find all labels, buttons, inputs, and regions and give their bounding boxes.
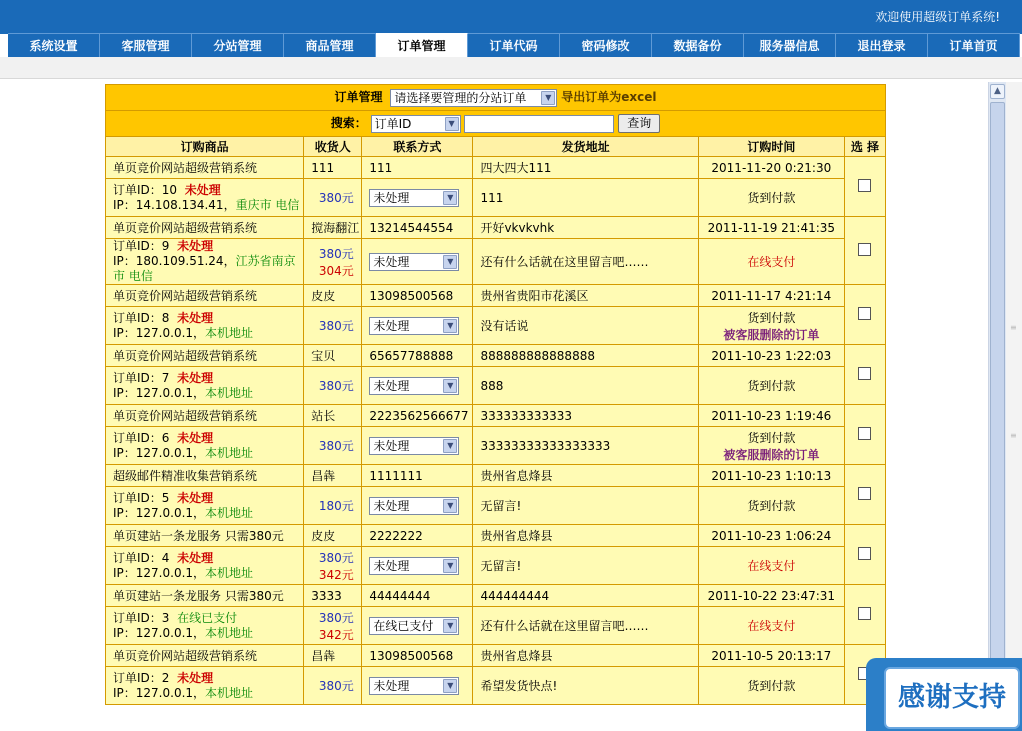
address-cell: 四大四大111: [473, 157, 698, 179]
payment-cell: [698, 179, 844, 217]
location-label: 江苏省南京市 电信: [113, 254, 296, 283]
order-info-cell: [106, 487, 304, 525]
receiver-cell: 搅海翻江: [304, 217, 362, 239]
ip-label: IP：14.108.134.41，: [113, 197, 236, 212]
order-info-cell: [106, 427, 304, 465]
thanks-badge: [866, 658, 1022, 731]
status-select-cell: [362, 547, 473, 585]
select-checkbox[interactable]: [858, 487, 871, 500]
product-cell: 超级邮件精准收集营销系统: [106, 465, 304, 487]
contact-cell: 13098500568: [362, 285, 473, 307]
order-id: 订单ID：8: [113, 310, 170, 325]
select-cell: [844, 465, 885, 525]
order-row-detail: [106, 239, 886, 285]
select-cell: [844, 157, 885, 217]
payment-cell: [698, 667, 844, 705]
order-row-detail: [106, 307, 886, 345]
payment-cell: [698, 307, 844, 345]
contact-cell: 44444444: [362, 585, 473, 607]
ip-label: IP：127.0.0.1，: [113, 685, 206, 700]
select-cell: [844, 585, 885, 645]
payment-method: 货到付款: [747, 430, 796, 445]
contact-cell: 2222222: [362, 525, 473, 547]
order-row-detail: [106, 607, 886, 645]
order-info-cell: [106, 547, 304, 585]
message-cell: 无留言!: [473, 487, 698, 525]
export-excel-link[interactable]: 导出订单为excel: [561, 90, 657, 105]
price-cell: [304, 607, 362, 645]
order-row-detail: [106, 667, 886, 705]
status-select[interactable]: 未处理 ▼: [369, 377, 459, 395]
order-row-summary: [106, 285, 886, 307]
ip-label: IP：127.0.0.1，: [113, 505, 206, 520]
location-label: 重庆市 电信: [235, 197, 300, 212]
top-banner: [0, 0, 1022, 34]
manage-label: 订单管理: [334, 90, 383, 105]
orders-table: [105, 84, 886, 705]
message-cell: 还有什么话就在这里留言吧……: [473, 607, 698, 645]
payment-cell: [698, 427, 844, 465]
order-row-summary: [106, 345, 886, 367]
product-cell: 单页建站一条龙服务 只需380元: [106, 525, 304, 547]
status-select-cell: [362, 179, 473, 217]
payment-method: 在线支付: [747, 619, 796, 633]
product-cell: 单页竞价网站超级营销系统: [106, 157, 304, 179]
main-nav: [8, 33, 1022, 57]
column-header: 订购商品: [106, 137, 304, 157]
time-cell: 2011-11-17 4:21:14: [698, 285, 844, 307]
order-row-summary: [106, 217, 886, 239]
price-cell: [304, 179, 362, 217]
order-id: 订单ID：4: [113, 550, 170, 565]
price: 380元: [318, 610, 354, 625]
payment-method: 货到付款: [747, 499, 796, 513]
column-header: 订购时间: [698, 137, 844, 157]
select-cell: [844, 345, 885, 405]
tab-9[interactable]: 退出登录: [836, 33, 928, 57]
location-label: 本机地址: [205, 505, 254, 520]
tab-6[interactable]: 密码修改: [560, 33, 652, 57]
order-row-detail: [106, 367, 886, 405]
status-select[interactable]: 未处理 ▼: [369, 497, 459, 515]
price: 380元: [318, 319, 354, 333]
location-label: 本机地址: [205, 685, 254, 700]
message-cell: 111: [473, 179, 698, 217]
contact-cell: 2223562566677: [362, 405, 473, 427]
receiver-cell: 站长: [304, 405, 362, 427]
location-label: 本机地址: [205, 565, 254, 580]
deleted-note: 被客服删除的订单: [723, 327, 820, 342]
address-cell: 贵州省息烽县: [473, 525, 698, 547]
address-cell: 贵州省息烽县: [473, 645, 698, 667]
status-select-cell: [362, 427, 473, 465]
chevron-down-icon: ▼: [443, 255, 457, 269]
column-header: 发货地址: [473, 137, 698, 157]
order-id: 订单ID：2: [113, 670, 170, 685]
status-select-cell: [362, 239, 473, 285]
status-select[interactable]: 未处理 ▼: [369, 437, 459, 455]
scroll-up-icon[interactable]: ▲: [990, 84, 1005, 99]
price-cell: [304, 239, 362, 285]
receiver-cell: 昌犇: [304, 465, 362, 487]
time-cell: 2011-10-5 20:13:17: [698, 645, 844, 667]
price-cell: [304, 307, 362, 345]
column-header-row: [106, 137, 886, 157]
payment-cell: [698, 607, 844, 645]
chevron-down-icon: ▼: [541, 91, 555, 105]
search-field-select[interactable]: 订单ID ▼: [371, 115, 461, 133]
discount-price: 304元: [318, 263, 354, 278]
order-row-detail: [106, 547, 886, 585]
order-row-summary: [106, 465, 886, 487]
order-id: 订单ID：5: [113, 490, 170, 505]
chevron-down-icon: ▼: [443, 679, 457, 693]
price-cell: [304, 667, 362, 705]
chevron-down-icon: ▼: [445, 117, 459, 131]
receiver-cell: 昌犇: [304, 645, 362, 667]
price: 180元: [318, 499, 354, 513]
order-info-cell: [106, 667, 304, 705]
order-row-summary: [106, 157, 886, 179]
receiver-cell: 111: [304, 157, 362, 179]
order-row-detail: [106, 487, 886, 525]
status-select[interactable]: 在线已支付 ▼: [369, 617, 459, 635]
address-cell: 开好vkvkvhk: [473, 217, 698, 239]
payment-method: 在线支付: [747, 255, 796, 269]
order-info-cell: [106, 239, 304, 285]
status-label: 未处理: [177, 490, 214, 505]
search-label: 搜索：: [330, 116, 367, 130]
chevron-down-icon: ▼: [443, 559, 457, 573]
status-select[interactable]: 未处理 ▼: [369, 557, 459, 575]
content-area: [2, 79, 988, 731]
location-label: 本机地址: [205, 445, 254, 460]
payment-method: 货到付款: [747, 310, 796, 325]
order-row-summary: [106, 525, 886, 547]
status-label: 未处理: [177, 430, 214, 445]
status-label: 在线已支付: [177, 610, 238, 625]
price: 380元: [318, 191, 354, 205]
status-select[interactable]: 未处理 ▼: [369, 189, 459, 207]
tab-2[interactable]: 分站管理: [192, 33, 284, 57]
branch-select[interactable]: 请选择要管理的分站订单 ▼: [390, 89, 557, 107]
payment-method: 在线支付: [747, 559, 796, 573]
chevron-down-icon: ▼: [443, 191, 457, 205]
receiver-cell: 3333: [304, 585, 362, 607]
payment-method: 货到付款: [747, 379, 796, 393]
time-cell: 2011-10-23 1:19:46: [698, 405, 844, 427]
message-cell: 希望发货快点!: [473, 667, 698, 705]
ip-label: IP：127.0.0.1，: [113, 325, 206, 340]
manage-bar: [106, 85, 886, 111]
order-id: 订单ID：3: [113, 610, 170, 625]
payment-cell: [698, 487, 844, 525]
payment-cell: [698, 547, 844, 585]
address-cell: 贵州省贵阳市花溪区: [473, 285, 698, 307]
time-cell: 2011-11-19 21:41:35: [698, 217, 844, 239]
column-header: 联系方式: [362, 137, 473, 157]
tab-8[interactable]: 服务器信息: [744, 33, 836, 57]
ip-label: IP：127.0.0.1，: [113, 385, 206, 400]
contact-cell: 13214544554: [362, 217, 473, 239]
price: 380元: [318, 246, 354, 261]
status-select-cell: [362, 667, 473, 705]
select-cell: [844, 285, 885, 345]
order-row-detail: [106, 427, 886, 465]
page-scrollbar[interactable]: [988, 82, 1006, 731]
chevron-down-icon: ▼: [443, 319, 457, 333]
order-info-cell: [106, 307, 304, 345]
select-checkbox[interactable]: [858, 367, 871, 380]
search-button[interactable]: 查询: [618, 114, 660, 133]
receiver-cell: 宝贝: [304, 345, 362, 367]
status-select-cell: [362, 367, 473, 405]
message-cell: 没有话说: [473, 307, 698, 345]
order-id: 订单ID：7: [113, 370, 170, 385]
receiver-cell: 皮皮: [304, 525, 362, 547]
select-cell: [844, 217, 885, 285]
order-id: 订单ID：9: [113, 239, 170, 253]
order-row-detail: [106, 179, 886, 217]
grip-icon: ≡: [1010, 323, 1017, 332]
address-cell: 444444444: [473, 585, 698, 607]
price: 380元: [318, 679, 354, 693]
column-header: 收货人: [304, 137, 362, 157]
tab-0[interactable]: 系统设置: [8, 33, 100, 57]
price: 380元: [318, 550, 354, 565]
thanks-text: 感谢支持: [884, 667, 1020, 729]
time-cell: 2011-10-23 1:06:24: [698, 525, 844, 547]
product-cell: 单页竞价网站超级营销系统: [106, 405, 304, 427]
contact-cell: 111: [362, 157, 473, 179]
select-checkbox[interactable]: [858, 179, 871, 192]
status-label: 未处理: [177, 239, 214, 253]
status-label: 未处理: [177, 670, 214, 685]
discount-price: 342元: [318, 627, 354, 642]
scroll-thumb[interactable]: [990, 102, 1005, 722]
product-cell: 单页竞价网站超级营销系统: [106, 645, 304, 667]
payment-method: 货到付款: [747, 679, 796, 693]
product-cell: 单页竞价网站超级营销系统: [106, 217, 304, 239]
status-select[interactable]: 未处理 ▼: [369, 253, 459, 271]
order-id: 订单ID：10: [113, 182, 178, 197]
order-row-summary: [106, 585, 886, 607]
ip-label: IP：180.109.51.24，: [113, 254, 236, 268]
address-cell: 333333333333: [473, 405, 698, 427]
ip-label: IP：127.0.0.1，: [113, 625, 206, 640]
message-cell: 33333333333333333: [473, 427, 698, 465]
payment-cell: [698, 367, 844, 405]
ip-label: IP：127.0.0.1，: [113, 445, 206, 460]
chevron-down-icon: ▼: [443, 379, 457, 393]
select-checkbox[interactable]: [858, 547, 871, 560]
select-cell: [844, 525, 885, 585]
price-cell: [304, 487, 362, 525]
order-id: 订单ID：6: [113, 430, 170, 445]
tab-7[interactable]: 数据备份: [652, 33, 744, 57]
column-header: 选 择: [844, 137, 885, 157]
status-select[interactable]: 未处理 ▼: [369, 317, 459, 335]
contact-cell: 65657788888: [362, 345, 473, 367]
status-select-cell: [362, 607, 473, 645]
chevron-down-icon: ▼: [443, 439, 457, 453]
time-cell: 2011-10-23 1:10:13: [698, 465, 844, 487]
time-cell: 2011-10-22 23:47:31: [698, 585, 844, 607]
search-bar: [106, 111, 886, 137]
address-cell: 888888888888888: [473, 345, 698, 367]
select-checkbox[interactable]: [858, 307, 871, 320]
order-info-cell: [106, 179, 304, 217]
message-cell: 888: [473, 367, 698, 405]
price: 380元: [318, 379, 354, 393]
toolbar-strip: [0, 57, 1022, 79]
ip-label: IP：127.0.0.1，: [113, 565, 206, 580]
price-cell: [304, 427, 362, 465]
price-cell: [304, 547, 362, 585]
price: 380元: [318, 439, 354, 453]
tab-4[interactable]: 订单管理: [376, 33, 468, 57]
status-label: 未处理: [177, 550, 214, 565]
order-info-cell: [106, 367, 304, 405]
select-checkbox[interactable]: [858, 607, 871, 620]
tab-3[interactable]: 商品管理: [284, 33, 376, 57]
status-select[interactable]: 未处理 ▼: [369, 677, 459, 695]
payment-method: 货到付款: [747, 191, 796, 205]
select-cell: [844, 405, 885, 465]
status-select-cell: [362, 487, 473, 525]
deleted-note: 被客服删除的订单: [723, 447, 820, 462]
message-cell: 无留言!: [473, 547, 698, 585]
welcome-text: 欢迎使用超级订单系统!: [875, 10, 1000, 24]
price-cell: [304, 367, 362, 405]
order-row-summary: [106, 405, 886, 427]
select-checkbox[interactable]: [858, 243, 871, 256]
select-checkbox[interactable]: [858, 427, 871, 440]
receiver-cell: 皮皮: [304, 285, 362, 307]
payment-cell: [698, 239, 844, 285]
tab-5[interactable]: 订单代码: [468, 33, 560, 57]
order-row-summary: [106, 645, 886, 667]
search-input[interactable]: [464, 115, 614, 133]
product-cell: 单页竞价网站超级营销系统: [106, 345, 304, 367]
status-select-cell: [362, 307, 473, 345]
address-cell: 贵州省息烽县: [473, 465, 698, 487]
product-cell: 单页竞价网站超级营销系统: [106, 285, 304, 307]
message-cell: 还有什么话就在这里留言吧……: [473, 239, 698, 285]
tab-1[interactable]: 客服管理: [100, 33, 192, 57]
time-cell: 2011-11-20 0:21:30: [698, 157, 844, 179]
contact-cell: 1111111: [362, 465, 473, 487]
order-info-cell: [106, 607, 304, 645]
location-label: 本机地址: [205, 385, 254, 400]
status-label: 未处理: [177, 370, 214, 385]
status-label: 未处理: [184, 182, 221, 197]
contact-cell: 13098500568: [362, 645, 473, 667]
discount-price: 342元: [318, 567, 354, 582]
grip-icon: ≡: [1010, 431, 1017, 440]
chevron-down-icon: ▼: [443, 499, 457, 513]
status-label: 未处理: [177, 310, 214, 325]
chevron-down-icon: ▼: [443, 619, 457, 633]
tab-10[interactable]: 订单首页: [928, 33, 1020, 57]
location-label: 本机地址: [205, 625, 254, 640]
product-cell: 单页建站一条龙服务 只需380元: [106, 585, 304, 607]
side-scroll-strip: [1006, 82, 1022, 731]
location-label: 本机地址: [205, 325, 254, 340]
time-cell: 2011-10-23 1:22:03: [698, 345, 844, 367]
